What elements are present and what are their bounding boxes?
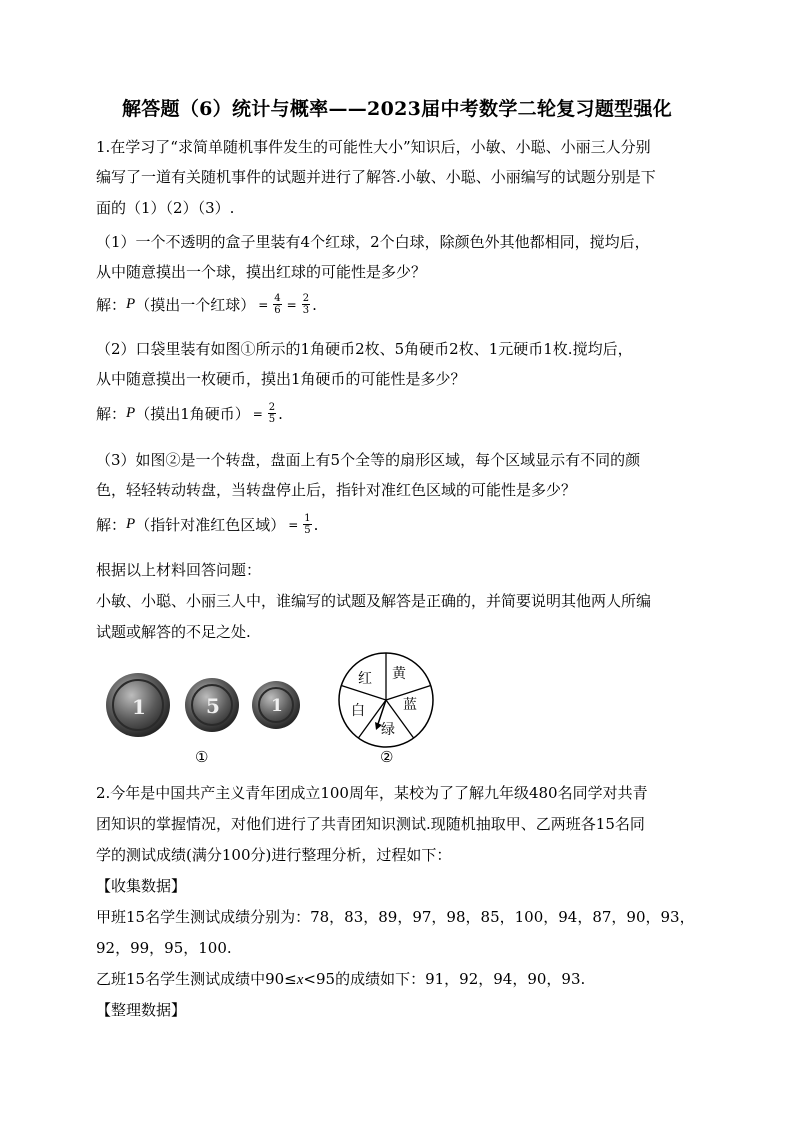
denominator: 5 bbox=[268, 414, 276, 425]
solution-prefix: 解： bbox=[96, 516, 127, 534]
q1-solution-1 bbox=[96, 293, 317, 316]
equals-sign: = bbox=[286, 297, 297, 312]
q1-line-1: 1.在学习了“求简单随机事件发生的可能性大小”知识后，小敏、小聪、小丽三人分别 bbox=[96, 138, 651, 156]
inequality-right: <95 bbox=[303, 970, 336, 988]
spinner-sector-red: 红 bbox=[358, 671, 372, 687]
period: . bbox=[278, 404, 283, 423]
section-heading-organize: 【整理数据】 bbox=[96, 1001, 187, 1019]
q1-requirement-line-2: 小敏、小聪、小丽三人中，谁编写的试题及解答是正确的，并简要说明其他两人所编 bbox=[96, 592, 652, 610]
equals-sign: = bbox=[288, 517, 299, 532]
probability-symbol: P bbox=[126, 516, 136, 532]
q1-part1-line-2: 从中随意摸出一个球，摸出红球的可能性是多少？ bbox=[96, 263, 427, 281]
figure-1-label: ① bbox=[195, 748, 209, 766]
fraction bbox=[302, 293, 310, 316]
q1-line-2: 编写了一道有关随机事件的试题并进行了解答.小敏、小聪、小丽编写的试题分别是下 bbox=[96, 168, 656, 186]
denominator: 6 bbox=[274, 305, 281, 316]
figure-2-label: ② bbox=[380, 748, 394, 766]
numerator: 2 bbox=[268, 402, 276, 413]
solution-event: （摸出1角硬币） bbox=[135, 405, 250, 423]
class-b-text: 乙班15名学生测试成绩中 bbox=[96, 970, 266, 988]
period: . bbox=[312, 295, 317, 314]
section-heading-collect: 【收集数据】 bbox=[96, 877, 187, 895]
numerator: 1 bbox=[304, 513, 311, 524]
class-a-scores-line-1: 甲班15名学生测试成绩分别为：78，83，89，97，98，85，100，94，87，90，93， bbox=[96, 908, 695, 926]
equals-sign: = bbox=[258, 297, 269, 312]
period: . bbox=[313, 515, 319, 534]
denominator: 5 bbox=[304, 525, 311, 536]
fraction bbox=[273, 293, 281, 316]
equals-sign: = bbox=[252, 406, 263, 421]
fraction bbox=[268, 402, 276, 425]
q1-line-3: 面的（1）（2）（3）. bbox=[96, 199, 235, 217]
q1-solution-3 bbox=[96, 513, 318, 536]
q1-part2-line-1: （2）口袋里装有如图①所示的1角硬币2枚、5角硬币2枚、1元硬币1枚.搅均后， bbox=[96, 340, 633, 358]
coin-face: 1 bbox=[271, 696, 283, 716]
q1-solution-2 bbox=[96, 402, 283, 425]
class-a-scores-line-2: 92，99，95，100. bbox=[96, 939, 232, 957]
q1-part3-line-1: （3）如图②是一个转盘，盘面上有5个全等的扇形区域，每个区域显示有不同的颜 bbox=[96, 451, 641, 469]
coin-face: 5 bbox=[206, 694, 220, 718]
coin-face: 1 bbox=[132, 695, 146, 719]
numerator: 2 bbox=[302, 293, 310, 304]
probability-symbol: P bbox=[126, 405, 136, 421]
class-b-scores-line bbox=[96, 968, 585, 989]
solution-prefix: 解： bbox=[96, 405, 127, 423]
solution-prefix: 解： bbox=[96, 296, 127, 314]
inequality-left: 90≤ bbox=[265, 970, 297, 988]
coins-image bbox=[100, 665, 300, 745]
spinner-sector-yellow: 黄 bbox=[392, 666, 406, 682]
solution-event: （指针对准红色区域） bbox=[135, 516, 286, 534]
q1-requirement-line-3: 试题或解答的不足之处. bbox=[96, 623, 251, 641]
spinner-sector-green: 绿 bbox=[381, 722, 395, 738]
class-b-values: 的成绩如下：91，92，94，90，93. bbox=[335, 970, 586, 988]
denominator: 3 bbox=[302, 305, 310, 316]
q2-line-1: 2.今年是中国共产主义青年团成立100周年，某校为了了解九年级480名同学对共青 bbox=[96, 784, 648, 802]
q2-line-3: 学的测试成绩(满分100分)进行整理分析，过程如下： bbox=[96, 846, 452, 864]
q1-part3-line-2: 色，轻轻转动转盘，当转盘停止后，指针对准红色区域的可能性是多少？ bbox=[96, 481, 577, 499]
q2-line-2: 团知识的掌握情况，对他们进行了共青团知识测试.现随机抽取甲、乙两班各15名同 bbox=[96, 815, 645, 833]
q1-part2-line-2: 从中随意摸出一枚硬币，摸出1角硬币的可能性是多少？ bbox=[96, 370, 466, 388]
fraction bbox=[303, 513, 311, 536]
page-title: 解答题（6）统计与概率——2023届中考数学二轮复习题型强化 bbox=[121, 98, 673, 120]
q1-requirement-line-1: 根据以上材料回答问题： bbox=[96, 561, 262, 579]
variable-x: x bbox=[296, 972, 304, 988]
solution-event: （摸出一个红球） bbox=[135, 296, 256, 314]
probability-symbol: P bbox=[126, 296, 136, 312]
spinner-sector-blue: 蓝 bbox=[403, 697, 417, 713]
numerator: 4 bbox=[274, 293, 281, 304]
q1-part1-line-1: （1）一个不透明的盒子里装有4个红球，2个白球，除颜色外其他都相同，搅均后， bbox=[96, 233, 650, 251]
spinner-sector-white: 白 bbox=[351, 703, 365, 719]
